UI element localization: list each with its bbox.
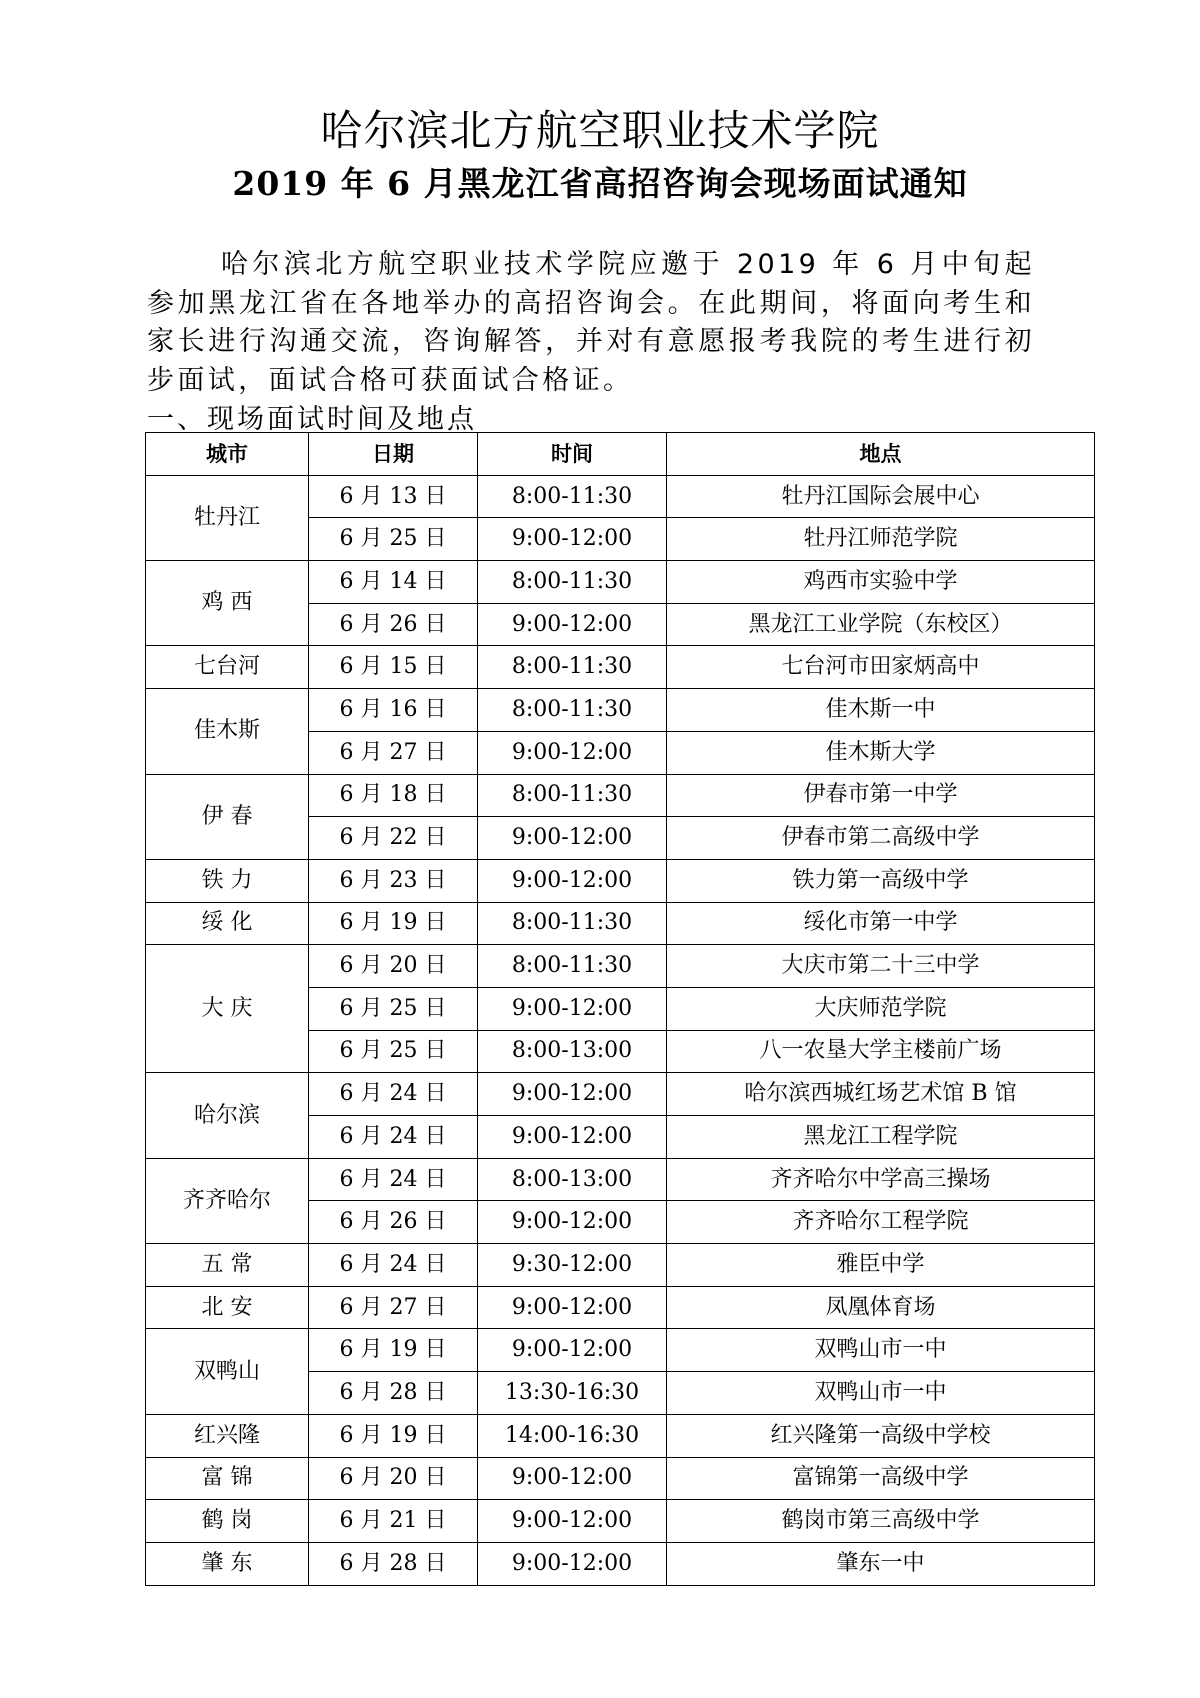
date-cell: 6 月 23 日	[309, 859, 478, 902]
date-cell: 6 月 28 日	[309, 1542, 478, 1585]
date-cell: 6 月 20 日	[309, 1457, 478, 1500]
date-cell: 6 月 13 日	[309, 475, 478, 518]
time-cell: 8:00-11:30	[478, 561, 667, 604]
place-cell: 大庆师范学院	[667, 987, 1095, 1030]
place-cell: 八一农垦大学主楼前广场	[667, 1030, 1095, 1073]
header-place: 地点	[667, 433, 1095, 476]
time-cell: 9:00-12:00	[478, 1500, 667, 1543]
city-cell: 富 锦	[146, 1457, 309, 1500]
city-cell: 齐齐哈尔	[146, 1158, 309, 1243]
date-cell: 6 月 15 日	[309, 646, 478, 689]
table-row	[146, 859, 1095, 902]
city-cell: 牡丹江	[146, 475, 309, 560]
header-city: 城市	[146, 433, 309, 476]
place-cell: 绥化市第一中学	[667, 902, 1095, 945]
city-cell: 鹤 岗	[146, 1500, 309, 1543]
place-cell: 牡丹江国际会展中心	[667, 475, 1095, 518]
city-cell: 哈尔滨	[146, 1073, 309, 1158]
table-row	[146, 1073, 1095, 1116]
time-cell: 9:30-12:00	[478, 1244, 667, 1287]
date-cell: 6 月 14 日	[309, 561, 478, 604]
city-cell: 双鸭山	[146, 1329, 309, 1414]
date-cell: 6 月 25 日	[309, 987, 478, 1030]
place-cell: 富锦第一高级中学	[667, 1457, 1095, 1500]
time-cell: 9:00-12:00	[478, 987, 667, 1030]
schedule-table	[145, 432, 1095, 1586]
date-cell: 6 月 20 日	[309, 945, 478, 988]
time-cell: 8:00-11:30	[478, 646, 667, 689]
table-row	[146, 1500, 1095, 1543]
table-row	[146, 475, 1095, 518]
place-cell: 红兴隆第一高级中学校	[667, 1414, 1095, 1457]
notice-title: 2019 年 6 月黑龙江省高招咨询会现场面试通知	[232, 164, 968, 203]
place-cell: 鹤岗市第三高级中学	[667, 1500, 1095, 1543]
date-cell: 6 月 24 日	[309, 1244, 478, 1287]
date-cell: 6 月 25 日	[309, 518, 478, 561]
time-cell: 9:00-12:00	[478, 518, 667, 561]
time-cell: 9:00-12:00	[478, 817, 667, 860]
place-cell: 佳木斯大学	[667, 731, 1095, 774]
place-cell: 铁力第一高级中学	[667, 859, 1095, 902]
city-cell: 鸡 西	[146, 561, 309, 646]
place-cell: 大庆市第二十三中学	[667, 945, 1095, 988]
section-heading: 一、现场面试时间及地点	[147, 404, 477, 435]
place-cell: 黑龙江工程学院	[667, 1116, 1095, 1159]
table-row	[146, 1158, 1095, 1201]
date-cell: 6 月 21 日	[309, 1500, 478, 1543]
date-cell: 6 月 26 日	[309, 603, 478, 646]
place-cell: 雅臣中学	[667, 1244, 1095, 1287]
table-header-row	[146, 433, 1095, 476]
time-cell: 13:30-16:30	[478, 1372, 667, 1415]
place-cell: 肇东一中	[667, 1542, 1095, 1585]
city-cell: 七台河	[146, 646, 309, 689]
date-cell: 6 月 28 日	[309, 1372, 478, 1415]
time-cell: 8:00-11:30	[478, 689, 667, 732]
schedule-body	[146, 475, 1095, 1585]
table-row	[146, 945, 1095, 988]
table-row	[146, 561, 1095, 604]
date-cell: 6 月 24 日	[309, 1158, 478, 1201]
city-cell: 伊 春	[146, 774, 309, 859]
place-cell: 双鸭山市一中	[667, 1372, 1095, 1415]
date-cell: 6 月 19 日	[309, 1414, 478, 1457]
time-cell: 8:00-13:00	[478, 1158, 667, 1201]
header-time: 时间	[478, 433, 667, 476]
time-cell: 8:00-11:30	[478, 475, 667, 518]
time-cell: 9:00-12:00	[478, 1329, 667, 1372]
place-cell: 齐齐哈尔工程学院	[667, 1201, 1095, 1244]
time-cell: 9:00-12:00	[478, 731, 667, 774]
city-cell: 五 常	[146, 1244, 309, 1287]
table-row	[146, 902, 1095, 945]
place-cell: 齐齐哈尔中学高三操场	[667, 1158, 1095, 1201]
place-cell: 哈尔滨西城红场艺术馆 B 馆	[667, 1073, 1095, 1116]
time-cell: 9:00-12:00	[478, 1201, 667, 1244]
time-cell: 14:00-16:30	[478, 1414, 667, 1457]
time-cell: 9:00-12:00	[478, 859, 667, 902]
place-cell: 鸡西市实验中学	[667, 561, 1095, 604]
time-cell: 9:00-12:00	[478, 1286, 667, 1329]
time-cell: 8:00-13:00	[478, 1030, 667, 1073]
table-row	[146, 1457, 1095, 1500]
table-row	[146, 1542, 1095, 1585]
place-cell: 凤凰体育场	[667, 1286, 1095, 1329]
date-cell: 6 月 19 日	[309, 902, 478, 945]
place-cell: 佳木斯一中	[667, 689, 1095, 732]
city-cell: 大 庆	[146, 945, 309, 1073]
table-row	[146, 646, 1095, 689]
date-cell: 6 月 22 日	[309, 817, 478, 860]
date-cell: 6 月 24 日	[309, 1073, 478, 1116]
date-cell: 6 月 19 日	[309, 1329, 478, 1372]
date-cell: 6 月 27 日	[309, 1286, 478, 1329]
date-cell: 6 月 25 日	[309, 1030, 478, 1073]
place-cell: 牡丹江师范学院	[667, 518, 1095, 561]
table-row	[146, 774, 1095, 817]
time-cell: 9:00-12:00	[478, 1116, 667, 1159]
table-row	[146, 689, 1095, 732]
city-cell: 佳木斯	[146, 689, 309, 774]
place-cell: 七台河市田家炳高中	[667, 646, 1095, 689]
intro-paragraph: 哈尔滨北方航空职业技术学院应邀于 2019 年 6 月中旬起参加黑龙江省在各地举办的高招咨询会。在此期间，将面向考生和家长进行沟通交流，咨询解答，并对有意愿报考我院的考生进行初步面试，面试合格可获面试合格证。	[147, 249, 1035, 396]
place-cell: 伊春市第二高级中学	[667, 817, 1095, 860]
time-cell: 9:00-12:00	[478, 1073, 667, 1116]
table-row	[146, 1286, 1095, 1329]
date-cell: 6 月 18 日	[309, 774, 478, 817]
table-row	[146, 1329, 1095, 1372]
time-cell: 9:00-12:00	[478, 1542, 667, 1585]
place-cell: 双鸭山市一中	[667, 1329, 1095, 1372]
date-cell: 6 月 27 日	[309, 731, 478, 774]
table-row	[146, 1244, 1095, 1287]
time-cell: 8:00-11:30	[478, 902, 667, 945]
time-cell: 9:00-12:00	[478, 603, 667, 646]
city-cell: 肇 东	[146, 1542, 309, 1585]
date-cell: 6 月 24 日	[309, 1116, 478, 1159]
time-cell: 8:00-11:30	[478, 945, 667, 988]
date-cell: 6 月 26 日	[309, 1201, 478, 1244]
table-row	[146, 1414, 1095, 1457]
header-date: 日期	[309, 433, 478, 476]
place-cell: 黑龙江工业学院（东校区）	[667, 603, 1095, 646]
city-cell: 铁 力	[146, 859, 309, 902]
city-cell: 红兴隆	[146, 1414, 309, 1457]
city-cell: 北 安	[146, 1286, 309, 1329]
place-cell: 伊春市第一中学	[667, 774, 1095, 817]
school-name: 哈尔滨北方航空职业技术学院	[320, 106, 880, 155]
time-cell: 8:00-11:30	[478, 774, 667, 817]
time-cell: 9:00-12:00	[478, 1457, 667, 1500]
city-cell: 绥 化	[146, 902, 309, 945]
date-cell: 6 月 16 日	[309, 689, 478, 732]
